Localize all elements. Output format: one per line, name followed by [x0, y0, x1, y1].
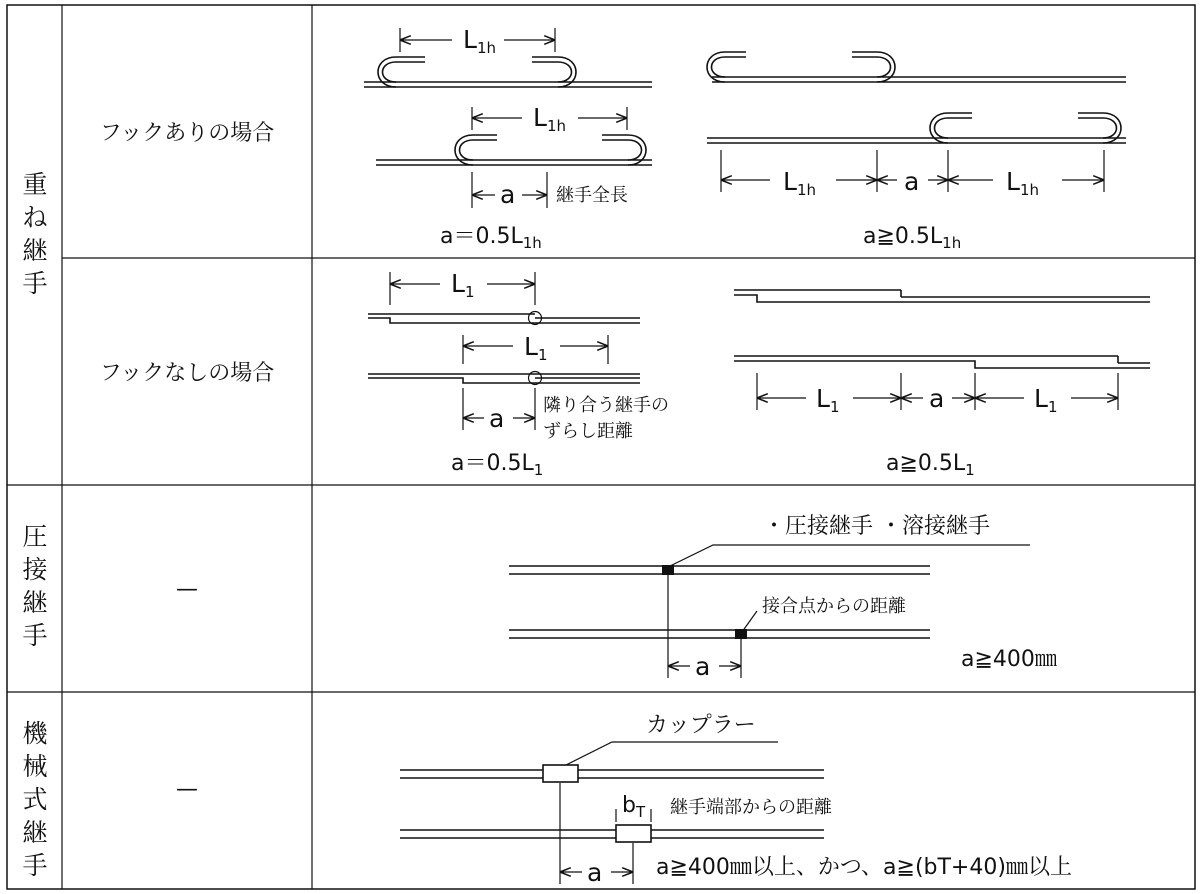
formula-mechanical: a≧400㎜以上、かつ、a≧(bT+40)㎜以上 [656, 855, 1072, 880]
coupler-sleeve [543, 765, 578, 782]
formula-nohook-left: $a=0.5L_1$ [451, 451, 544, 479]
end-distance-label: 継手端部からの距離 [670, 797, 832, 818]
offset-note-line2: ずらし距離 [543, 421, 633, 442]
hook-bend [383, 62, 426, 82]
dimension-L1-label-3: $L_1$ [816, 384, 840, 416]
category-lap-splice: 重ね継手 [22, 170, 48, 298]
dimension-a-label-3: a [489, 404, 505, 433]
subtype-pressure-dash: — [176, 577, 198, 602]
offset-note-line1: 隣り合う継手の [543, 395, 669, 416]
dimension-L1h-label: $L_{1h}$ [463, 25, 496, 57]
formula-pressure: a≧400㎜ [961, 647, 1057, 672]
dimension-L1-label-2: $L_1$ [524, 332, 548, 364]
formula-hook-left: $a=0.5L_{1h}$ [440, 224, 542, 252]
subtype-with-hook: フックありの場合 [99, 121, 275, 146]
hook-diagram-left [364, 25, 652, 252]
pressure-weld-label: ・圧接継手 ・溶接継手 [763, 514, 990, 539]
dimension-a-label: a [500, 180, 516, 209]
hook-bend [460, 140, 498, 160]
dimension-L1-label-4: $L_1$ [1034, 384, 1058, 416]
formula-nohook-right: $a≧0.5L_1$ [886, 451, 975, 479]
dimension-a-label-2: a [904, 167, 920, 196]
mechanical-diagram [400, 713, 1072, 887]
category-mechanical: 機械式継手 [22, 719, 48, 880]
subtype-without-hook: フックなしの場合 [99, 361, 275, 386]
subtype-mechanical-dash: — [176, 777, 198, 802]
nohook-diagram-right [734, 290, 1150, 479]
nohook-diagram-left [368, 269, 669, 479]
dimension-a-label-6: a [587, 858, 603, 887]
weld-point-marker [662, 565, 674, 575]
joint-distance-label: 接合点からの距離 [762, 596, 906, 617]
dimension-a-label-5: a [695, 652, 711, 681]
dimension-L1-label: $L_1$ [451, 269, 475, 301]
category-pressure-weld: 圧接継手 [22, 522, 48, 650]
hook-bend [532, 62, 572, 82]
dimension-L1h-label-2: $L_{1h}$ [533, 103, 566, 135]
weld-point-marker-2 [735, 629, 747, 639]
coupler-sleeve-2 [616, 825, 651, 842]
hook-bend [602, 140, 642, 160]
hook-diagram-right [707, 52, 1126, 252]
full-length-label: 継手全長 [556, 185, 628, 206]
dimension-L1h-label-3: $L_{1h}$ [783, 167, 816, 199]
formula-hook-right: $a≧0.5L_{1h}$ [863, 224, 962, 252]
pressure-weld-diagram [509, 514, 1058, 681]
bt-label: $b_T$ [622, 793, 646, 821]
dimension-a-label-4: a [929, 384, 945, 413]
dimension-L1h-label-4: $L_{1h}$ [1006, 167, 1039, 199]
coupler-label: カップラー [646, 713, 756, 738]
